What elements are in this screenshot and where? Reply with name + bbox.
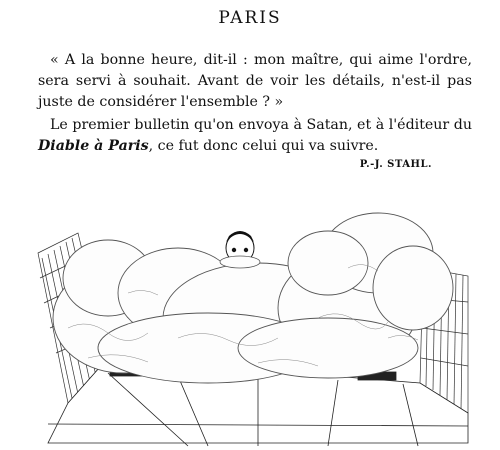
paragraph-bulletin-start: Le premier bulletin qu'on envoya à Satan, et à l'éditeur du xyxy=(50,117,472,133)
book-title: Diable à Paris xyxy=(38,138,149,154)
paragraph-bulletin xyxy=(38,115,472,157)
page-header: PARIS xyxy=(218,8,282,28)
cloud xyxy=(53,213,453,383)
devil-head xyxy=(220,231,260,268)
author-signature: P.-J. STAHL. xyxy=(359,159,432,170)
cloud-illustration xyxy=(28,198,480,448)
paragraph-bulletin-end: , ce fut donc celui qui va suivre. xyxy=(148,138,379,154)
paragraph-quote: « A la bonne heure, dit-il : mon maître, qui aime l'ordre, sera servi à souhait. Avant de voir les détails, n'est-il pas juste de considérer l'ensemble ? » xyxy=(38,52,472,110)
